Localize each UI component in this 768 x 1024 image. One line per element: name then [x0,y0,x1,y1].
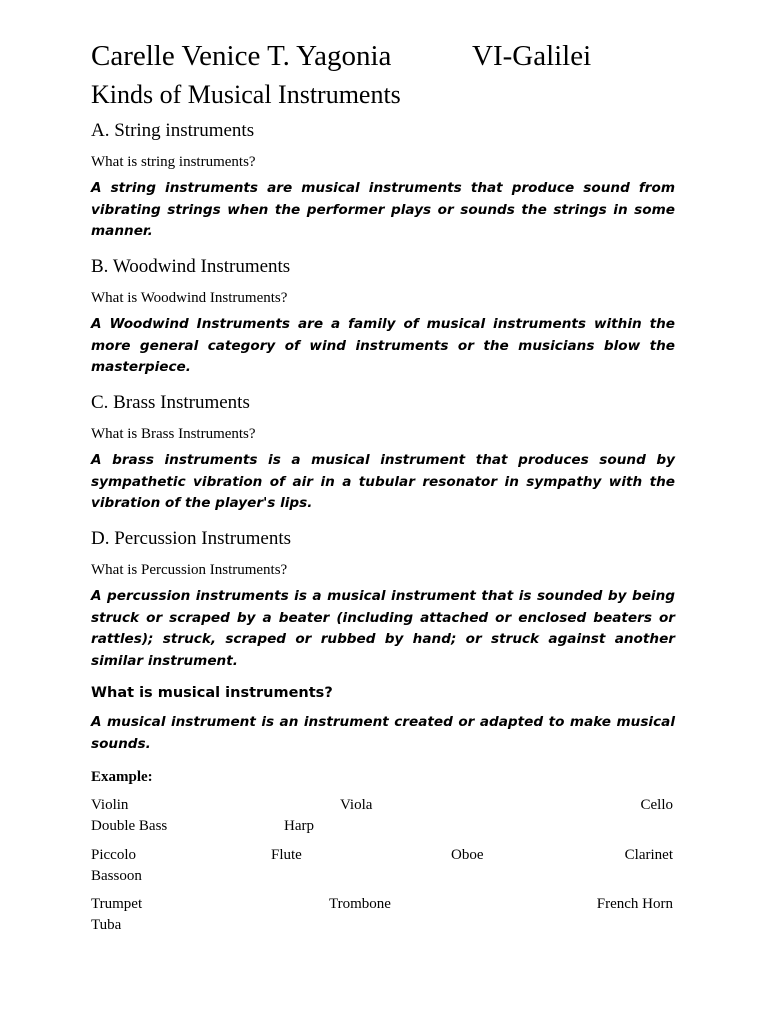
section-heading: B. Woodwind Instruments [91,256,291,277]
section-answer: A string instruments are musical instruments that produce sound from vibrating strings when the performer plays or sounds the strings in some manner. [91,180,675,240]
instrument-item: Viola [340,797,373,813]
example-label: Example: [91,769,153,785]
author-name: Carelle Venice T. Yagonia [91,40,392,72]
instrument-item: French Horn [596,896,673,912]
example-row-woodwinds [91,845,673,887]
instrument-item: Cello [640,797,673,813]
section-string-instruments [91,118,675,243]
section-heading: C. Brass Instruments [91,392,250,413]
section-percussion-instruments [91,526,675,673]
instrument-item: Flute [271,847,302,863]
class-name: VI-Galilei [472,40,592,72]
section-question: What is string instruments? [91,154,256,170]
instrument-item: Piccolo [91,847,136,863]
section-answer: A Woodwind Instruments are a family of musical instruments within the more general category of wind instruments or the musicians blow the masterpiece. [91,316,675,376]
instrument-item: Bassoon [91,868,142,884]
instrument-item: Harp [284,818,314,834]
header-line [91,36,592,76]
musical-instruments-answer: A musical instrument is an instrument created or adapted to make musical sounds. [91,714,675,752]
example-row-brass [91,894,673,936]
section-heading: D. Percussion Instruments [91,528,292,549]
musical-instruments-answer-block [91,712,675,755]
section-answer: A percussion instruments is a musical instrument that is sounded by being struck or scraped by a beater (including attached or enclosed beaters or rattles); struck, scraped or rubbed by hand; or struck against another similar instrument. [91,588,675,670]
section-question: What is Percussion Instruments? [91,562,288,578]
instrument-item: Oboe [451,847,484,863]
section-brass-instruments [91,390,675,515]
instrument-item: Trumpet [91,896,143,912]
example-row-strings [91,795,673,837]
musical-instruments-question: What is musical instruments? [91,685,333,701]
section-answer: A brass instruments is a musical instrument that produces sound by sympathetic vibration of air in a tubular resonator in sympathy with the vibration of the player's lips. [91,452,675,512]
section-heading: A. String instruments [91,120,255,141]
instrument-item: Trombone [329,896,391,912]
instrument-item: Tuba [91,917,122,933]
instrument-item: Clarinet [624,847,673,863]
section-woodwind-instruments [91,254,675,379]
instrument-item: Double Bass [91,818,168,834]
section-question: What is Woodwind Instruments? [91,290,288,306]
section-question: What is Brass Instruments? [91,426,256,442]
instrument-item: Violin [91,797,129,813]
document-title: Kinds of Musical Instruments [91,80,401,109]
